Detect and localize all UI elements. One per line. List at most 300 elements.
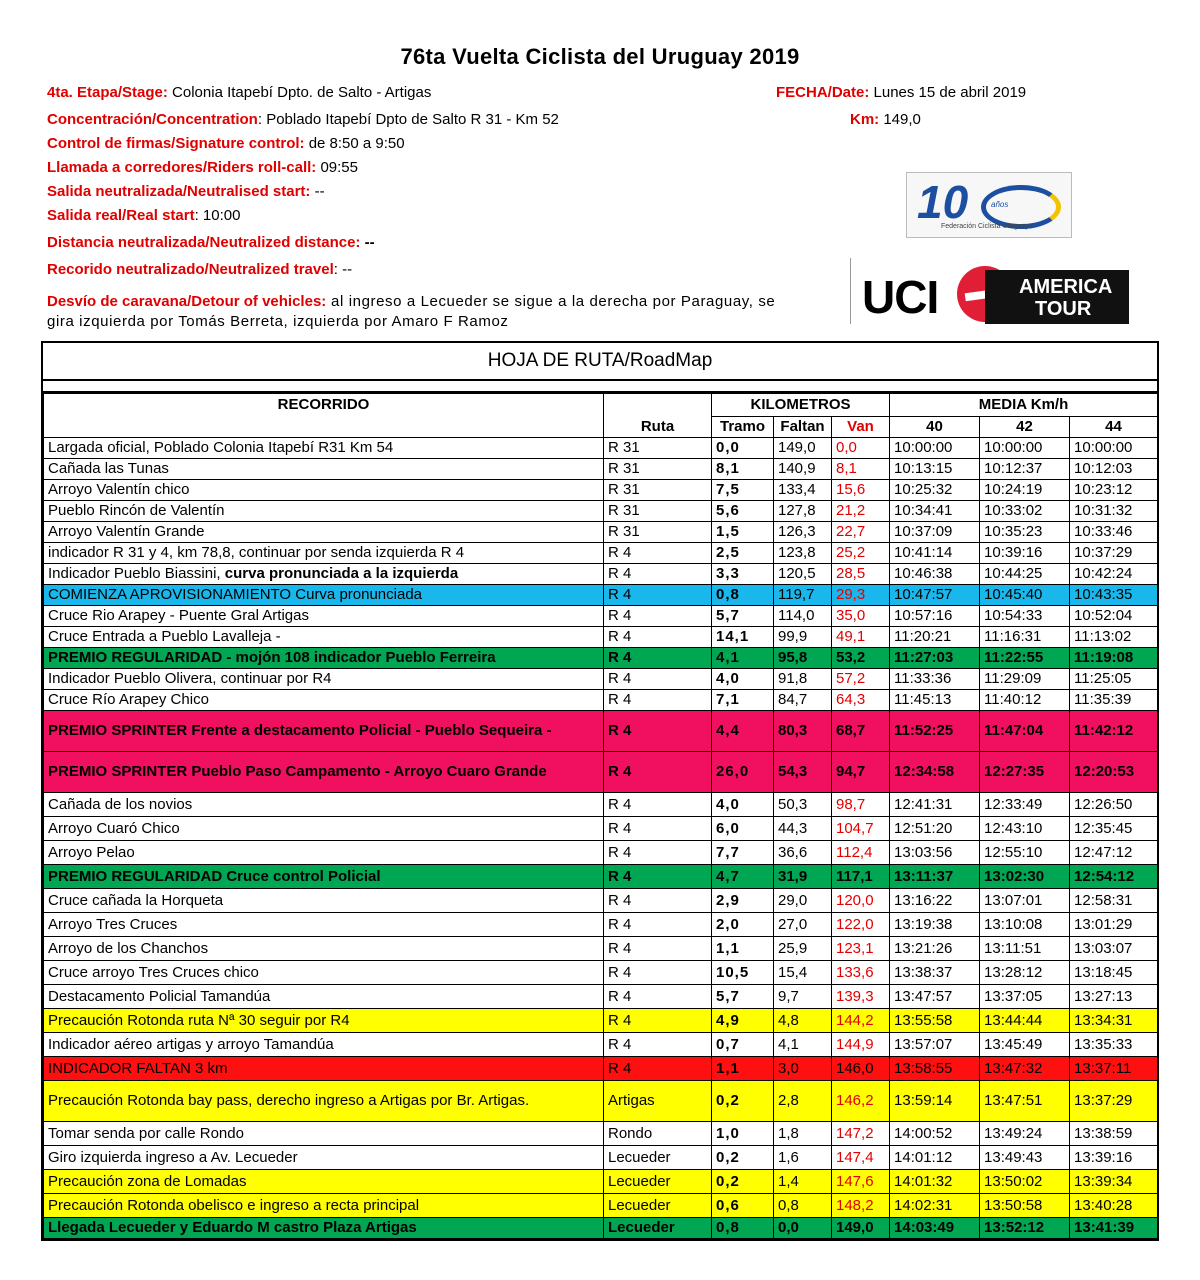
col-kilometros: KILOMETROS	[712, 394, 890, 417]
cell-faltan: 1,6	[774, 1146, 832, 1170]
roadmap-body	[44, 438, 1158, 1239]
table-row	[44, 1194, 1158, 1218]
cell-time-44: 12:47:12	[1070, 841, 1158, 865]
table-row	[44, 522, 1158, 543]
cell-tramo: 2,9	[712, 889, 774, 913]
cell-ruta: R 4	[604, 985, 712, 1009]
cell-van: 21,2	[832, 501, 890, 522]
col-speed-40: 40	[890, 417, 980, 438]
cell-ruta: R 4	[604, 585, 712, 606]
cell-faltan: 4,1	[774, 1033, 832, 1057]
cell-time-40: 12:51:20	[890, 817, 980, 841]
cell-time-42: 12:33:49	[980, 793, 1070, 817]
cell-time-42: 10:33:02	[980, 501, 1070, 522]
cell-faltan: 114,0	[774, 606, 832, 627]
cell-description: Indicador Pueblo Olivera, continuar por R4	[44, 669, 604, 690]
cell-tramo: 10,5	[712, 961, 774, 985]
cell-time-44: 11:42:12	[1070, 711, 1158, 752]
cell-van: 104,7	[832, 817, 890, 841]
cell-van: 120,0	[832, 889, 890, 913]
cell-tramo: 6,0	[712, 817, 774, 841]
cell-faltan: 95,8	[774, 648, 832, 669]
cell-time-42: 13:52:12	[980, 1218, 1070, 1239]
table-spacer	[43, 381, 1157, 393]
col-ruta: Ruta	[604, 417, 712, 438]
cell-van: 149,0	[832, 1218, 890, 1239]
detour-value: al ingreso a Lecueder se sigue a la derecha por Paraguay, se gira izquierda por Tomás Berreta, izquierda por Amaro F Ramoz	[47, 293, 776, 330]
cell-ruta: R 4	[604, 1009, 712, 1033]
cell-van: 57,2	[832, 669, 890, 690]
roadmap-title: HOJA DE RUTA/RoadMap	[43, 343, 1157, 381]
cell-time-40: 10:34:41	[890, 501, 980, 522]
km-label: Km:	[850, 111, 880, 128]
cell-faltan: 133,4	[774, 480, 832, 501]
table-row	[44, 606, 1158, 627]
cell-van: 133,6	[832, 961, 890, 985]
cell-time-44: 10:52:04	[1070, 606, 1158, 627]
neutral-start-label: Salida neutralizada/Neutralised start:	[47, 183, 311, 200]
cell-description: Precaución Rotonda bay pass, derecho ingreso a Artigas por Br. Artigas.	[44, 1081, 604, 1122]
cell-time-40: 10:00:00	[890, 438, 980, 459]
cell-time-40: 13:47:57	[890, 985, 980, 1009]
neutral-travel-line	[47, 261, 352, 278]
signature-value: de 8:50 a 9:50	[304, 135, 405, 152]
signature-label: Control de firmas/Signature control:	[47, 135, 305, 152]
cell-faltan: 127,8	[774, 501, 832, 522]
cell-tramo: 7,7	[712, 841, 774, 865]
cell-ruta: R 4	[604, 564, 712, 585]
real-start-label: Salida real/Real start	[47, 207, 195, 224]
cell-time-42: 10:45:40	[980, 585, 1070, 606]
cell-van: 8,1	[832, 459, 890, 480]
cell-faltan: 140,9	[774, 459, 832, 480]
cell-tramo: 0,6	[712, 1194, 774, 1218]
signature-line	[47, 135, 405, 152]
cell-time-44: 10:23:12	[1070, 480, 1158, 501]
cell-time-42: 13:11:51	[980, 937, 1070, 961]
col-tramo: Tramo	[712, 417, 774, 438]
cell-description: Indicador aéreo artigas y arroyo Tamandúa	[44, 1033, 604, 1057]
cell-tramo: 7,5	[712, 480, 774, 501]
cell-time-44: 13:38:59	[1070, 1122, 1158, 1146]
cell-tramo: 1,5	[712, 522, 774, 543]
cell-van: 64,3	[832, 690, 890, 711]
table-row	[44, 480, 1158, 501]
cell-van: 68,7	[832, 711, 890, 752]
cell-time-42: 13:50:02	[980, 1170, 1070, 1194]
cell-time-40: 10:25:32	[890, 480, 980, 501]
cell-description: Precaución Rotonda obelisco e ingreso a recta principal	[44, 1194, 604, 1218]
cell-time-40: 11:27:03	[890, 648, 980, 669]
concentration-label: Concentración/Concentration	[47, 111, 258, 128]
page-title: 76ta Vuelta Ciclista del Uruguay 2019	[400, 44, 800, 69]
cell-ruta: Artigas	[604, 1081, 712, 1122]
cell-van: 112,4	[832, 841, 890, 865]
cell-time-42: 10:00:00	[980, 438, 1070, 459]
table-row	[44, 501, 1158, 522]
cell-tramo: 1,0	[712, 1122, 774, 1146]
cell-time-40: 13:11:37	[890, 865, 980, 889]
cell-tramo: 4,0	[712, 793, 774, 817]
cell-faltan: 50,3	[774, 793, 832, 817]
cell-ruta: R 4	[604, 690, 712, 711]
table-row	[44, 913, 1158, 937]
cell-tramo: 1,1	[712, 937, 774, 961]
america-text: AMERICA	[1019, 276, 1113, 298]
cell-time-40: 14:03:49	[890, 1218, 980, 1239]
rollcall-line	[47, 159, 358, 176]
table-row	[44, 841, 1158, 865]
cell-time-40: 13:03:56	[890, 841, 980, 865]
cell-ruta: R 31	[604, 438, 712, 459]
cell-description	[44, 564, 604, 585]
cell-faltan: 36,6	[774, 841, 832, 865]
cell-time-42: 13:07:01	[980, 889, 1070, 913]
cell-tramo: 5,7	[712, 606, 774, 627]
real-start-line	[47, 207, 240, 224]
cell-van: 15,6	[832, 480, 890, 501]
cell-faltan: 123,8	[774, 543, 832, 564]
cell-ruta: Lecueder	[604, 1146, 712, 1170]
cell-time-40: 12:34:58	[890, 752, 980, 793]
cell-tramo: 5,7	[712, 985, 774, 1009]
cell-time-42: 13:47:32	[980, 1057, 1070, 1081]
cell-tramo: 4,0	[712, 669, 774, 690]
cell-time-40: 13:57:07	[890, 1033, 980, 1057]
cell-time-44: 11:35:39	[1070, 690, 1158, 711]
cell-tramo: 0,7	[712, 1033, 774, 1057]
date-line	[776, 84, 1026, 101]
table-row	[44, 752, 1158, 793]
cell-van: 146,2	[832, 1081, 890, 1122]
rollcall-label: Llamada a corredores/Riders roll-call:	[47, 159, 317, 176]
cell-faltan: 0,8	[774, 1194, 832, 1218]
cell-description: PREMIO SPRINTER Pueblo Paso Campamento - Arroyo Cuaro Grande	[44, 752, 604, 793]
cell-time-44: 10:43:35	[1070, 585, 1158, 606]
cell-van: 146,0	[832, 1057, 890, 1081]
cell-tramo: 4,4	[712, 711, 774, 752]
cell-ruta: R 4	[604, 937, 712, 961]
cell-ruta: Lecueder	[604, 1194, 712, 1218]
cell-tramo: 7,1	[712, 690, 774, 711]
cell-time-40: 13:59:14	[890, 1081, 980, 1122]
cell-time-40: 13:21:26	[890, 937, 980, 961]
cell-time-44: 11:25:05	[1070, 669, 1158, 690]
cell-description: INDICADOR FALTAN 3 km	[44, 1057, 604, 1081]
neutral-distance-line	[47, 234, 375, 251]
cell-faltan: 3,0	[774, 1057, 832, 1081]
cell-faltan: 27,0	[774, 913, 832, 937]
cell-time-40: 14:01:32	[890, 1170, 980, 1194]
cell-van: 148,2	[832, 1194, 890, 1218]
col-van: Van	[832, 417, 890, 438]
cell-time-42: 10:39:16	[980, 543, 1070, 564]
cell-ruta: R 31	[604, 522, 712, 543]
table-row	[44, 711, 1158, 752]
cell-tramo: 0,8	[712, 1218, 774, 1239]
cell-ruta: R 4	[604, 913, 712, 937]
table-row	[44, 459, 1158, 480]
cell-time-40: 10:13:15	[890, 459, 980, 480]
cell-time-40: 10:47:57	[890, 585, 980, 606]
cell-description: Cruce cañada la Horqueta	[44, 889, 604, 913]
cell-ruta: R 4	[604, 711, 712, 752]
cell-ruta: R 4	[604, 841, 712, 865]
cell-time-42: 13:45:49	[980, 1033, 1070, 1057]
cell-tramo: 0,0	[712, 438, 774, 459]
cell-description: PREMIO REGULARIDAD Cruce control Policial	[44, 865, 604, 889]
date-label: FECHA/Date:	[776, 84, 870, 101]
cell-faltan: 126,3	[774, 522, 832, 543]
cell-van: 123,1	[832, 937, 890, 961]
table-row	[44, 438, 1158, 459]
cell-time-40: 11:52:25	[890, 711, 980, 752]
cell-tramo: 8,1	[712, 459, 774, 480]
cell-van: 49,1	[832, 627, 890, 648]
cell-time-42: 13:02:30	[980, 865, 1070, 889]
cell-description: Arroyo Cuaró Chico	[44, 817, 604, 841]
cell-time-44: 10:33:46	[1070, 522, 1158, 543]
cell-ruta: R 4	[604, 889, 712, 913]
cell-van: 144,9	[832, 1033, 890, 1057]
cell-time-42: 11:40:12	[980, 690, 1070, 711]
cell-tramo: 4,9	[712, 1009, 774, 1033]
concentration-line	[47, 111, 559, 128]
cell-description: Cruce Rio Arapey - Puente Gral Artigas	[44, 606, 604, 627]
cell-time-40: 13:38:37	[890, 961, 980, 985]
cell-ruta: R 4	[604, 817, 712, 841]
cell-time-44: 13:37:11	[1070, 1057, 1158, 1081]
cell-faltan: 2,8	[774, 1081, 832, 1122]
table-row	[44, 985, 1158, 1009]
america-tour-box	[985, 270, 1129, 324]
cell-faltan: 15,4	[774, 961, 832, 985]
cell-ruta: R 4	[604, 961, 712, 985]
cell-faltan: 99,9	[774, 627, 832, 648]
cell-van: 53,2	[832, 648, 890, 669]
cell-description: Cruce Río Arapey Chico	[44, 690, 604, 711]
cell-ruta: R 4	[604, 1057, 712, 1081]
table-row	[44, 1057, 1158, 1081]
cell-faltan: 54,3	[774, 752, 832, 793]
table-row	[44, 1081, 1158, 1122]
cell-faltan: 0,0	[774, 1218, 832, 1239]
cell-description: Arroyo Tres Cruces	[44, 913, 604, 937]
cell-description: Precaución Rotonda ruta Nª 30 seguir por R4	[44, 1009, 604, 1033]
cell-ruta: Lecueder	[604, 1218, 712, 1239]
cell-description: COMIENZA APROVISIONAMIENTO Curva pronunciada	[44, 585, 604, 606]
cell-time-44: 12:20:53	[1070, 752, 1158, 793]
km-line	[850, 111, 921, 128]
logo-number: 10	[917, 176, 969, 228]
federation-100-logo	[906, 172, 1072, 238]
cell-tramo: 14,1	[712, 627, 774, 648]
cell-tramo: 0,2	[712, 1170, 774, 1194]
cell-time-42: 11:29:09	[980, 669, 1070, 690]
cell-ruta: R 4	[604, 669, 712, 690]
cell-van: 147,4	[832, 1146, 890, 1170]
cell-time-40: 11:45:13	[890, 690, 980, 711]
header-row-2	[44, 417, 1158, 438]
cell-description: Largada oficial, Poblado Colonia Itapebí R31 Km 54	[44, 438, 604, 459]
cell-time-42: 13:28:12	[980, 961, 1070, 985]
cell-faltan: 91,8	[774, 669, 832, 690]
cell-ruta: R 4	[604, 648, 712, 669]
cell-description: Arroyo Pelao	[44, 841, 604, 865]
uci-text: UCI	[862, 271, 939, 323]
neutral-travel-value: : --	[333, 261, 353, 278]
cell-van: 25,2	[832, 543, 890, 564]
cell-time-40: 13:19:38	[890, 913, 980, 937]
cell-time-44: 10:31:32	[1070, 501, 1158, 522]
cell-faltan: 1,8	[774, 1122, 832, 1146]
cell-description: Pueblo Rincón de Valentín	[44, 501, 604, 522]
cell-tramo: 1,1	[712, 1057, 774, 1081]
table-row	[44, 961, 1158, 985]
cell-time-42: 10:54:33	[980, 606, 1070, 627]
rollcall-value: 09:55	[316, 159, 358, 176]
cell-time-44: 13:18:45	[1070, 961, 1158, 985]
cell-ruta: R 31	[604, 459, 712, 480]
cell-time-42: 10:24:19	[980, 480, 1070, 501]
cell-description: Giro izquierda ingreso a Av. Lecueder	[44, 1146, 604, 1170]
stage-value: Colonia Itapebí Dpto. de Salto - Artigas	[167, 84, 432, 101]
cell-time-40: 13:16:22	[890, 889, 980, 913]
cell-description: Arroyo Valentín chico	[44, 480, 604, 501]
cell-time-44: 10:12:03	[1070, 459, 1158, 480]
cell-van: 139,3	[832, 985, 890, 1009]
cell-tramo: 26,0	[712, 752, 774, 793]
cell-description: Precaución zona de Lomadas	[44, 1170, 604, 1194]
concentration-value: : Poblado Itapebí Dpto de Salto R 31 - Km 52	[257, 111, 559, 128]
table-row	[44, 627, 1158, 648]
cell-van: 28,5	[832, 564, 890, 585]
cell-van: 29,3	[832, 585, 890, 606]
cell-time-44: 11:19:08	[1070, 648, 1158, 669]
cell-faltan: 4,8	[774, 1009, 832, 1033]
header-row-1	[44, 394, 1158, 417]
cell-faltan: 119,7	[774, 585, 832, 606]
cell-faltan: 25,9	[774, 937, 832, 961]
cell-time-40: 11:20:21	[890, 627, 980, 648]
cell-time-44: 13:34:31	[1070, 1009, 1158, 1033]
cell-time-44: 13:03:07	[1070, 937, 1158, 961]
table-row	[44, 1122, 1158, 1146]
cell-ruta: R 4	[604, 606, 712, 627]
logo-divider	[850, 258, 851, 324]
cell-description: Tomar senda por calle Rondo	[44, 1122, 604, 1146]
cell-faltan: 44,3	[774, 817, 832, 841]
cell-time-42: 10:12:37	[980, 459, 1070, 480]
cell-time-42: 13:49:24	[980, 1122, 1070, 1146]
cell-ruta: R 4	[604, 543, 712, 564]
cell-van: 144,2	[832, 1009, 890, 1033]
km-value: 149,0	[879, 111, 921, 128]
stage-label: 4ta. Etapa/Stage:	[47, 84, 168, 101]
cell-time-40: 13:58:55	[890, 1057, 980, 1081]
cell-time-42: 10:35:23	[980, 522, 1070, 543]
table-row	[44, 1146, 1158, 1170]
col-speed-42: 42	[980, 417, 1070, 438]
cell-van: 35,0	[832, 606, 890, 627]
cell-description: PREMIO REGULARIDAD - mojón 108 indicador Pueblo Ferreira	[44, 648, 604, 669]
cell-time-42: 13:49:43	[980, 1146, 1070, 1170]
neutral-start-value: --	[310, 183, 325, 200]
cell-time-44: 12:26:50	[1070, 793, 1158, 817]
table-row	[44, 793, 1158, 817]
table-row	[44, 1033, 1158, 1057]
cell-tramo: 4,1	[712, 648, 774, 669]
cell-time-42: 11:47:04	[980, 711, 1070, 752]
cell-van: 0,0	[832, 438, 890, 459]
real-start-value: : 10:00	[194, 207, 241, 224]
cell-tramo: 0,2	[712, 1081, 774, 1122]
neutral-distance-label: Distancia neutralizada/Neutralized distance:	[47, 234, 361, 251]
col-media: MEDIA Km/h	[890, 394, 1158, 417]
table-row	[44, 865, 1158, 889]
cell-ruta: R 4	[604, 752, 712, 793]
cell-ruta: R 31	[604, 480, 712, 501]
col-faltan: Faltan	[774, 417, 832, 438]
table-row	[44, 543, 1158, 564]
cell-time-42: 11:16:31	[980, 627, 1070, 648]
cell-faltan: 31,9	[774, 865, 832, 889]
cell-time-42: 12:43:10	[980, 817, 1070, 841]
col-recorrido-sub	[44, 417, 604, 438]
cell-description: Cruce Entrada a Pueblo Lavalleja -	[44, 627, 604, 648]
cell-time-44: 10:00:00	[1070, 438, 1158, 459]
description-emphasis: curva pronunciada a la izquierda	[224, 565, 459, 582]
cell-time-44: 13:01:29	[1070, 913, 1158, 937]
cell-time-44: 13:27:13	[1070, 985, 1158, 1009]
cell-time-42: 13:47:51	[980, 1081, 1070, 1122]
cell-description: Cruce arroyo Tres Cruces chico	[44, 961, 604, 985]
table-row	[44, 889, 1158, 913]
cell-ruta: Rondo	[604, 1122, 712, 1146]
cell-van: 122,0	[832, 913, 890, 937]
cell-time-44: 13:40:28	[1070, 1194, 1158, 1218]
cell-time-44: 10:42:24	[1070, 564, 1158, 585]
cell-description: PREMIO SPRINTER Frente a destacamento Policial - Pueblo Sequeira -	[44, 711, 604, 752]
cell-time-40: 14:02:31	[890, 1194, 980, 1218]
table-row	[44, 690, 1158, 711]
logo-federation-name: Federación Ciclista Uruguaya	[941, 223, 1033, 230]
table-row	[44, 817, 1158, 841]
cell-time-40: 10:37:09	[890, 522, 980, 543]
cell-faltan: 29,0	[774, 889, 832, 913]
cell-time-40: 10:46:38	[890, 564, 980, 585]
cell-time-40: 10:57:16	[890, 606, 980, 627]
table-row	[44, 648, 1158, 669]
cell-ruta: R 4	[604, 1033, 712, 1057]
cell-time-40: 12:41:31	[890, 793, 980, 817]
detour-label: Desvío de caravana/Detour of vehicles:	[47, 293, 327, 310]
cell-ruta: R 4	[604, 865, 712, 889]
cell-van: 117,1	[832, 865, 890, 889]
cell-ruta: R 4	[604, 793, 712, 817]
cell-tramo: 2,5	[712, 543, 774, 564]
cell-time-44: 10:37:29	[1070, 543, 1158, 564]
cell-time-44: 13:41:39	[1070, 1218, 1158, 1239]
cell-description: indicador R 31 y 4, km 78,8, continuar por senda izquierda R 4	[44, 543, 604, 564]
cell-van: 98,7	[832, 793, 890, 817]
cell-tramo: 0,2	[712, 1146, 774, 1170]
cell-van: 147,2	[832, 1122, 890, 1146]
cell-time-44: 12:58:31	[1070, 889, 1158, 913]
table-row	[44, 1218, 1158, 1239]
cell-time-40: 10:41:14	[890, 543, 980, 564]
cell-time-42: 13:37:05	[980, 985, 1070, 1009]
